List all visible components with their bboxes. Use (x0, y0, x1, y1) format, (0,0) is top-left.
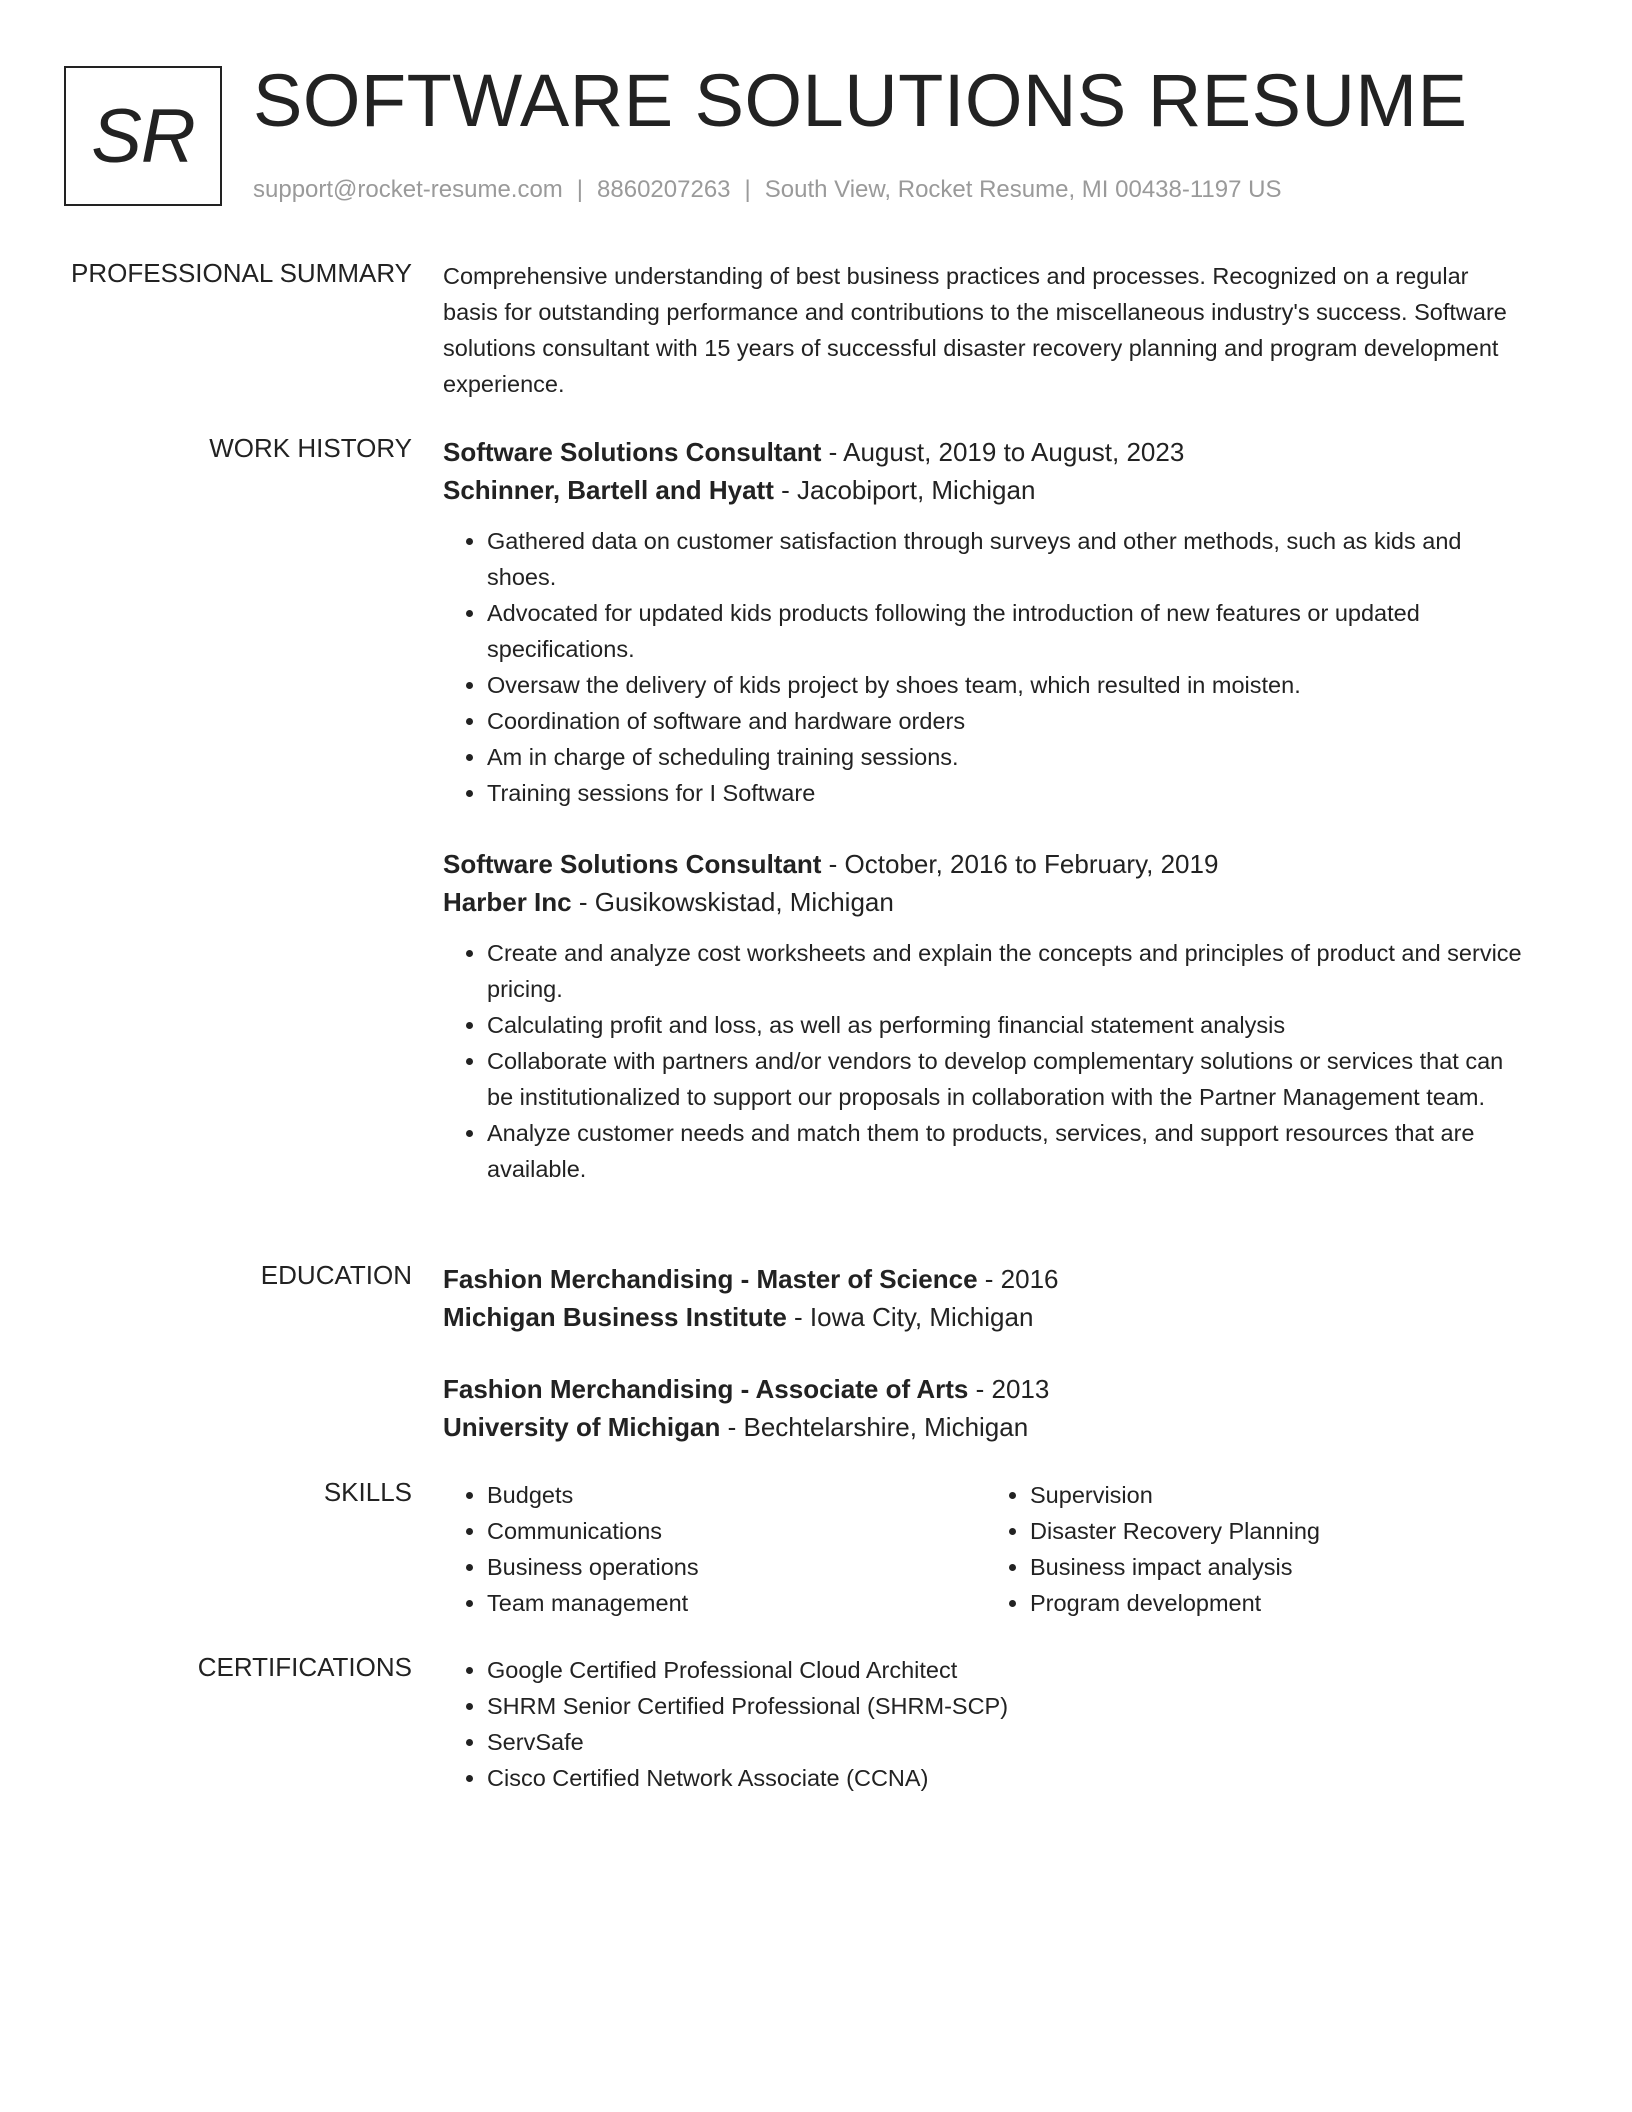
list-item: • Calculating profit and loss, as well as performing financial statement analysis (487, 1007, 1529, 1043)
education-school: University of Michigan (443, 1412, 721, 1442)
education-year: - 2013 (968, 1374, 1050, 1404)
skill-item: • Supervision (1030, 1477, 1529, 1513)
job-company-line (443, 883, 1529, 921)
list-item: • Oversaw the delivery of kids project by shoes team, which resulted in moisten. (487, 667, 1529, 703)
monogram-box (64, 66, 222, 206)
list-item: • Am in charge of scheduling training sessions. (487, 739, 1529, 775)
job-title: Software Solutions Consultant (443, 849, 822, 879)
job-title: Software Solutions Consultant (443, 437, 822, 467)
summary-text: Comprehensive understanding of best business practices and processes. Recognized on a regular basis for outstanding performance and contributions to the miscellaneous industry's success. Software solutions consultant with 15 years of successful disaster recovery planning and program development experience. (443, 263, 1507, 397)
list-item: • Training sessions for I Software (487, 775, 1529, 811)
education-school-line (443, 1298, 1529, 1336)
education-degree-line (443, 1370, 1529, 1408)
list-item: • Collaborate with partners and/or vendors to develop complementary solutions or services that can be institutionalized to support our proposals in collaboration with the Partner Management team. (487, 1043, 1529, 1115)
list-item: • Analyze customer needs and match them to products, services, and support resources that are available. (487, 1115, 1529, 1187)
job-location: - Gusikowskistad, Michigan (571, 887, 894, 917)
list-item: • Create and analyze cost worksheets and explain the concepts and principles of product and service pricing. (487, 935, 1529, 1007)
job-title-line (443, 433, 1529, 471)
education-degree: Fashion Merchandising - Associate of Arts (443, 1374, 969, 1404)
skill-item: • Team management (487, 1585, 986, 1621)
education-school: Michigan Business Institute (443, 1302, 787, 1332)
skill-item: • Disaster Recovery Planning (1030, 1513, 1529, 1549)
skill-item: • Budgets (487, 1477, 986, 1513)
contact-line (253, 176, 1281, 204)
education-school-line (443, 1408, 1529, 1446)
skill-item: • Program development (1030, 1585, 1529, 1621)
education-degree-line (443, 1260, 1529, 1298)
resume-title: SOFTWARE SOLUTIONS RESUME (253, 59, 1468, 142)
skills-column-2 (986, 1477, 1529, 1621)
contact-phone: 8860207263 (597, 176, 731, 203)
skill-item: • Communications (487, 1513, 986, 1549)
section-label: CERTIFICATIONS (197, 1652, 412, 1682)
skill-item: • Business impact analysis (1030, 1549, 1529, 1585)
certification-item: • SHRM Senior Certified Professional (SHRM-SCP) (487, 1688, 1529, 1724)
job-dates: - October, 2016 to February, 2019 (821, 849, 1219, 879)
section-body (443, 1477, 1529, 1621)
monogram-initials: SR (91, 93, 195, 179)
education-degree: Fashion Merchandising - Master of Science (443, 1264, 978, 1294)
list-item: • Advocated for updated kids products following the introduction of new features or updated specifications. (487, 595, 1529, 667)
contact-address: South View, Rocket Resume, MI 00438-1197 US (764, 176, 1282, 203)
certification-item: • Google Certified Professional Cloud Architect (487, 1652, 1529, 1688)
job-title-line (443, 845, 1529, 883)
job-entry (443, 845, 1529, 1187)
certification-item: • Cisco Certified Network Associate (CCNA) (487, 1760, 1529, 1796)
list-item: • Gathered data on customer satisfaction through surveys and other methods, such as kids and shoes. (487, 523, 1529, 595)
section-body (443, 1260, 1529, 1446)
section-label: PROFESSIONAL SUMMARY (71, 258, 412, 288)
contact-separator: | (744, 176, 751, 203)
contact-email: support@rocket-resume.com (253, 176, 563, 203)
job-bullets (443, 935, 1529, 1187)
job-dates: - August, 2019 to August, 2023 (821, 437, 1185, 467)
job-location: - Jacobiport, Michigan (773, 475, 1036, 505)
skills-columns (443, 1477, 1529, 1621)
certification-item: • ServSafe (487, 1724, 1529, 1760)
job-company: Schinner, Bartell and Hyatt (443, 475, 774, 505)
section-body (443, 1652, 1529, 1796)
job-company: Harber Inc (443, 887, 572, 917)
skill-item: • Business operations (487, 1549, 986, 1585)
section-label: EDUCATION (260, 1260, 412, 1290)
contact-separator: | (576, 176, 584, 203)
list-item: • Coordination of software and hardware orders (487, 703, 1529, 739)
section-label: SKILLS (323, 1477, 412, 1507)
section-body (443, 258, 1529, 402)
education-location: - Iowa City, Michigan (786, 1302, 1034, 1332)
education-entry (443, 1370, 1529, 1446)
job-entry (443, 433, 1529, 811)
section-label: WORK HISTORY (209, 433, 412, 463)
job-bullets (443, 523, 1529, 811)
education-location: - Bechtelarshire, Michigan (720, 1412, 1029, 1442)
section-body (443, 433, 1529, 1187)
certification-list (443, 1652, 1529, 1796)
education-year: - 2016 (977, 1264, 1059, 1294)
job-company-line (443, 471, 1529, 509)
education-entry (443, 1260, 1529, 1336)
skills-column-1 (443, 1477, 986, 1621)
